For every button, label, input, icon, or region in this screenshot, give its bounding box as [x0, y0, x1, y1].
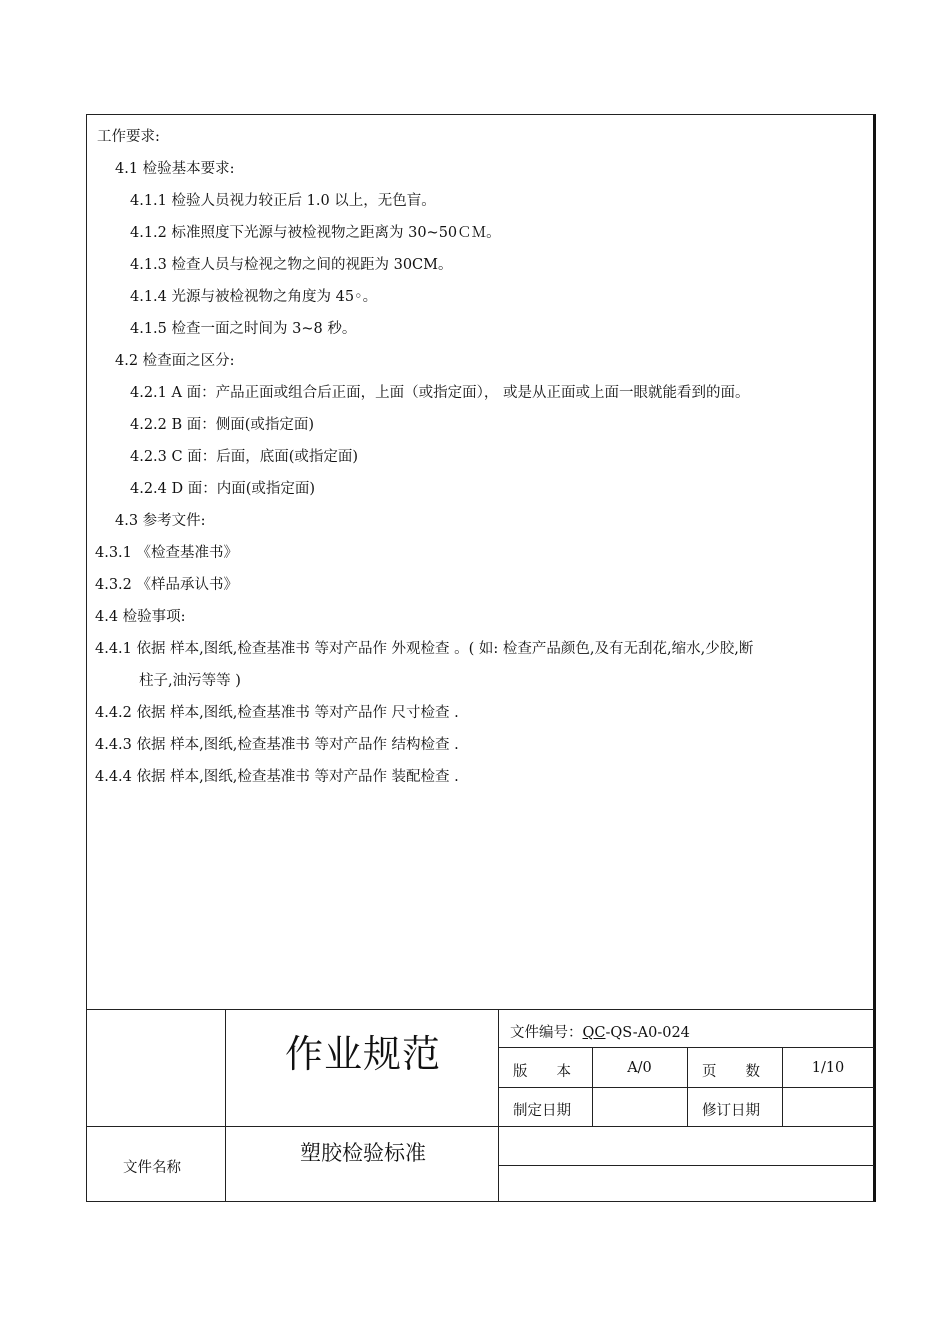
revise-date-label: 修订日期: [702, 1103, 760, 1119]
item-4-2-3: 4.2.3 C 面：后面，底面(或指定面): [130, 449, 359, 465]
item-4-2-4: 4.2.4 D 面：内面(或指定面): [130, 481, 316, 497]
pages-value: 1/10: [811, 1060, 845, 1076]
made-date-label: 制定日期: [513, 1103, 571, 1119]
item-4-3-2: 4.3.2 《样品承认书》: [95, 577, 239, 593]
col-line-4: [687, 1047, 688, 1126]
doc-name-label: 文件名称: [123, 1160, 181, 1176]
item-4-1-2: 4.1.2 标准照度下光源与被检视物之距离为 30~50ＣＭ。: [130, 225, 501, 241]
item-4-3-1: 4.3.1 《检查基准书》: [95, 545, 239, 561]
doc-name-value: 塑胶检验标准: [300, 1141, 426, 1165]
col-line-3: [592, 1047, 593, 1126]
item-4-2-2: 4.2.2 B 面：侧面(或指定面): [130, 417, 315, 433]
item-4-4-4: 4.4.4 依据 样本,图纸,检查基准书 等对产品作 装配检查 .: [95, 769, 459, 785]
section-heading: 工作要求:: [97, 129, 160, 145]
footer-top-border: [87, 1009, 874, 1010]
section-4-4: 4.4 检验事项:: [95, 609, 186, 625]
version-value: A/0: [627, 1060, 652, 1076]
item-4-1-1: 4.1.1 检验人员视力较正后 1.0 以上，无色盲。: [130, 193, 436, 209]
item-4-4-1-continued: 柱子,油污等等 ): [139, 673, 241, 689]
doc-number-label: 文件编号：: [510, 1025, 583, 1041]
doc-number-prefix-link[interactable]: QC: [582, 1025, 606, 1041]
doc-number-rest: -QS-A0-024: [605, 1025, 690, 1041]
item-4-4-3: 4.4.3 依据 样本,图纸,检查基准书 等对产品作 结构检查 .: [95, 737, 459, 753]
item-4-2-1: 4.2.1 A 面：产品正面或组合后正面，上面（或指定面）， 或是从正面或上面一眼就能看到的面。: [130, 385, 750, 401]
item-4-1-4: 4.1.4 光源与被检视物之角度为 45◦。: [130, 289, 378, 305]
document-frame: [86, 114, 876, 1202]
item-4-4-1: 4.4.1 依据 样本,图纸,检查基准书 等对产品作 外观检查 。( 如: 检查产品颜色,及有无刮花,缩水,少胶,断: [95, 641, 754, 657]
item-4-1-3: 4.1.3 检查人员与检视之物之间的视距为 30CM。: [130, 257, 453, 273]
section-4-1: 4.1 检验基本要求:: [115, 161, 235, 177]
col-line-5: [782, 1047, 783, 1126]
doc-number: [510, 1021, 690, 1042]
requirements-body: [87, 115, 873, 1009]
item-4-4-2: 4.4.2 依据 样本,图纸,检查基准书 等对产品作 尺寸检查 .: [95, 705, 459, 721]
version-label: 版 本: [513, 1064, 571, 1080]
main-title: 作业规范: [284, 1032, 441, 1076]
col-line-1: [225, 1009, 226, 1202]
pages-label: 页 数: [702, 1064, 760, 1080]
row-line-3: [87, 1126, 874, 1127]
row-line-4: [499, 1165, 874, 1166]
section-4-2: 4.2 检查面之区分:: [115, 353, 235, 369]
item-4-1-5: 4.1.5 检查一面之时间为 3~8 秒。: [130, 321, 357, 337]
section-4-3: 4.3 参考文件:: [115, 513, 206, 529]
